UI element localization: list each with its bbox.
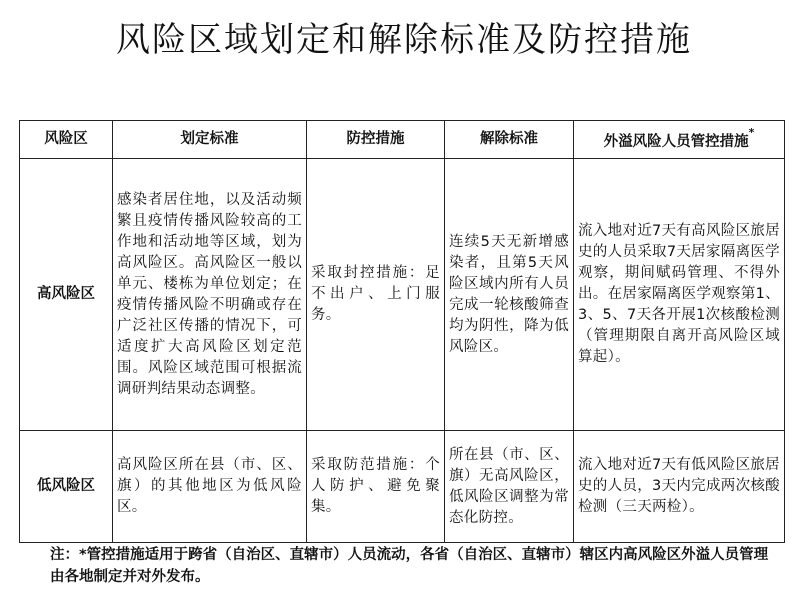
header-measures: 防控措施 xyxy=(307,121,445,159)
footnote: 注：*管控措施适用于跨省（自治区、直辖市）人员流动，各省（自治区、直辖市）辖区内高风险区外溢人员管理由各地制定并对外发布。 xyxy=(50,547,769,585)
zone-cell: 高风险区 xyxy=(20,159,113,431)
zone-cell: 低风险区 xyxy=(20,431,113,543)
header-overflow-label: 外溢风险人员管控措施 xyxy=(603,133,749,150)
page-title: 风险区域划定和解除标准及防控措施 xyxy=(116,20,692,60)
header-zone: 风险区 xyxy=(20,121,113,159)
measures-cell: 采取防范措施：个人防护、避免聚集。 xyxy=(307,431,445,543)
table-row-low-risk xyxy=(20,431,785,543)
overflow-cell: 流入地对近7天有高风险区旅居史的人员采取7天居家隔离医学观察，期间赋码管理、不得外出。在居家隔离医学观察第1、3、5、7天各开展1次核酸检测（管理期限自离开高风险区域算起）。 xyxy=(574,159,785,431)
overflow-cell: 流入地对近7天有低风险区旅居史的人员，3天内完成两次核酸检测（三天两检）。 xyxy=(574,431,785,543)
header-overflow xyxy=(574,121,785,159)
header-criteria: 划定标准 xyxy=(113,121,307,159)
release-cell: 连续5天无新增感染者，且第5天风险区域内所有人员完成一轮核酸筛查均为阴性，降为低风险区。 xyxy=(445,159,574,431)
table-header-row xyxy=(20,121,785,159)
header-release: 解除标准 xyxy=(445,121,574,159)
risk-standards-table xyxy=(19,120,785,543)
criteria-cell: 高风险区所在县（市、区、旗）的其他地区为低风险区。 xyxy=(113,431,307,543)
table-row-high-risk xyxy=(20,159,785,431)
criteria-cell: 感染者居住地，以及活动频繁且疫情传播风险较高的工作地和活动地等区域，划为高风险区。高风险区一般以单元、楼栋为单位划定；在疫情传播风险不明确或存在广泛社区传播的情况下，可适度扩大高风险区划定范围。风险区域范围可根据流调研判结果动态调整。 xyxy=(113,159,307,431)
measures-cell: 采取封控措施：足不出户、上门服务。 xyxy=(307,159,445,431)
footnote-mark: * xyxy=(748,126,755,140)
release-cell: 所在县（市、区、旗）无高风险区，低风险区调整为常态化防控。 xyxy=(445,431,574,543)
